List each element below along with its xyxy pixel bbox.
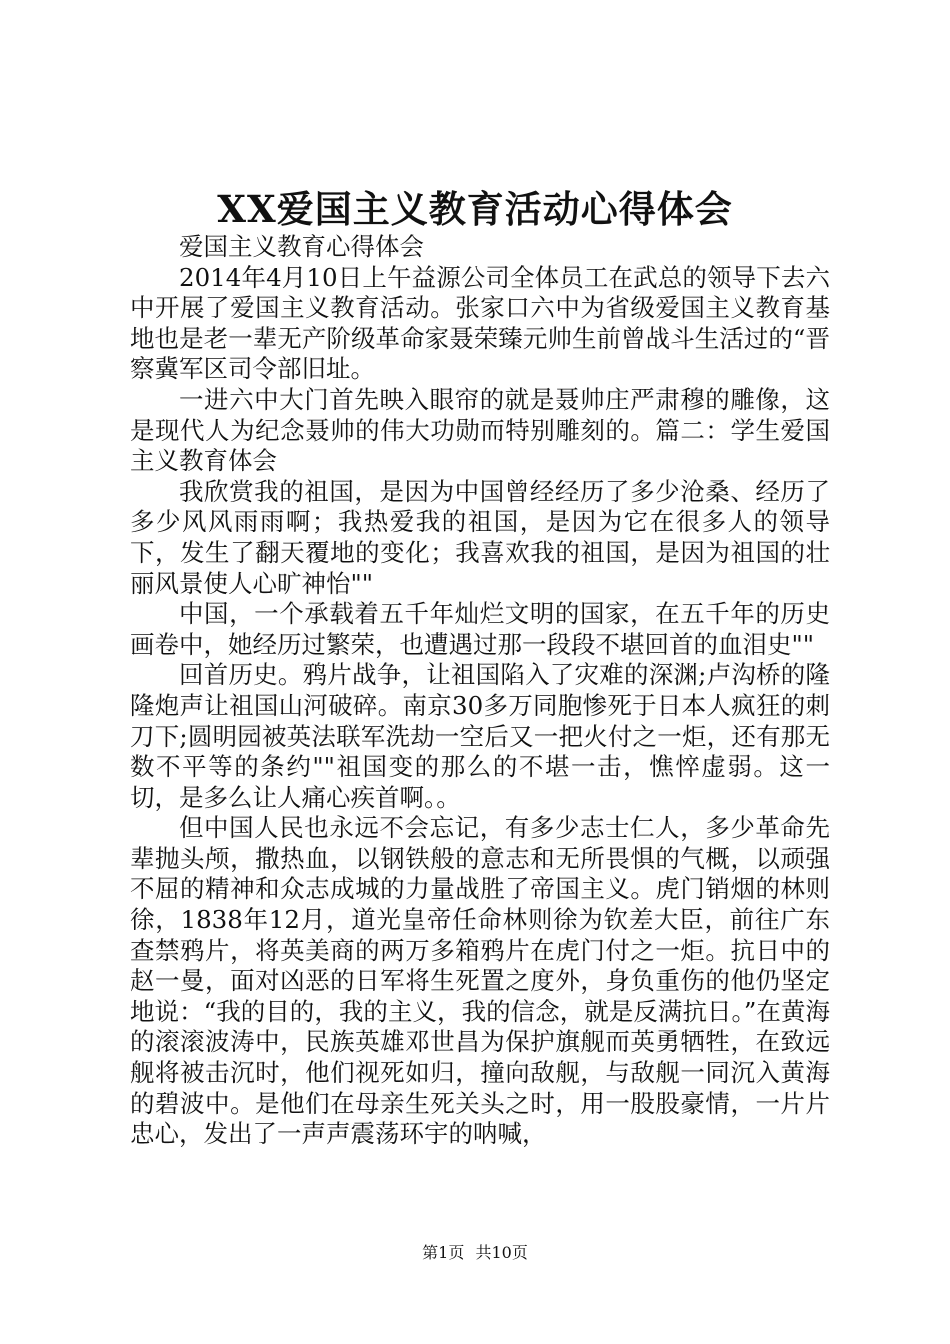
document-body — [130, 232, 830, 1150]
paragraph-6: 回首历史。鸦片战争，让祖国陷入了灾难的深渊;卢沟桥的隆隆炮声让祖国山河破碎。南京30多万同胞惨死于日本人疯狂的刺刀下;圆明园被英法联军洗劫一空后又一把火付之一炬，还有那无数不平等的条约""祖国变的那么的不堪一击，憔悴虚弱。这一切，是多么让人痛心疾首啊。。 — [130, 660, 830, 812]
paragraph-2: 2014年4月10日上午益源公司全体员工在武总的领导下去六中开展了爱国主义教育活动。张家口六中为省级爱国主义教育基地也是老一辈无产阶级革命家聂荣臻元帅生前曾战斗生活过的“晋察冀军区司令部旧址。 — [130, 262, 830, 384]
paragraph-3: 一进六中大门首先映入眼帘的就是聂帅庄严肃穆的雕像，这是现代人为纪念聂帅的伟大功勋而特别雕刻的。篇二：学生爱国主义教育体会 — [130, 384, 830, 476]
document-title: XX爱国主义教育活动心得体会 — [217, 187, 733, 231]
page-number-total: 共10页 — [475, 1243, 528, 1262]
paragraph-1: 爱国主义教育心得体会 — [179, 232, 424, 261]
page-footer — [0, 1242, 950, 1264]
paragraph-4: 我欣赏我的祖国，是因为中国曾经经历了多少沧桑、经历了多少风风雨雨啊；我热爱我的祖国，是因为它在很多人的领导下，发生了翻天覆地的变化；我喜欢我的祖国，是因为祖国的壮丽风景使人心旷神怡"" — [130, 476, 830, 598]
paragraph-7: 但中国人民也永远不会忘记，有多少志士仁人，多少革命先辈抛头颅，撒热血，以钢铁般的意志和无所畏惧的气概，以顽强不屈的精神和众志成城的力量战胜了帝国主义。虎门销烟的林则徐，1838年12月，道光皇帝任命林则徐为钦差大臣，前往广东查禁鸦片，将英美商的两万多箱鸦片在虎门付之一炬。抗日中的赵一曼，面对凶恶的日军将生死置之度外，身负重伤的他仍坚定地说：“我的目的，我的主义，我的信念，就是反满抗日。”在黄海的滚滚波涛中，民族英雄邓世昌为保护旗舰而英勇牺牲，在致远舰将被击沉时，他们视死如归，撞向敌舰，与敌舰一同沉入黄海的碧波中。是他们在母亲生死关头之时，用一股股豪情，一片片忠心，发出了一声声震荡环宇的呐喊， — [130, 813, 830, 1149]
paragraph-5: 中国，一个承载着五千年灿烂文明的国家，在五千年的历史画卷中，她经历过繁荣，也遭遇过那一段段不堪回首的血泪史"" — [130, 599, 830, 659]
page-number-current: 第1页 — [422, 1243, 465, 1262]
